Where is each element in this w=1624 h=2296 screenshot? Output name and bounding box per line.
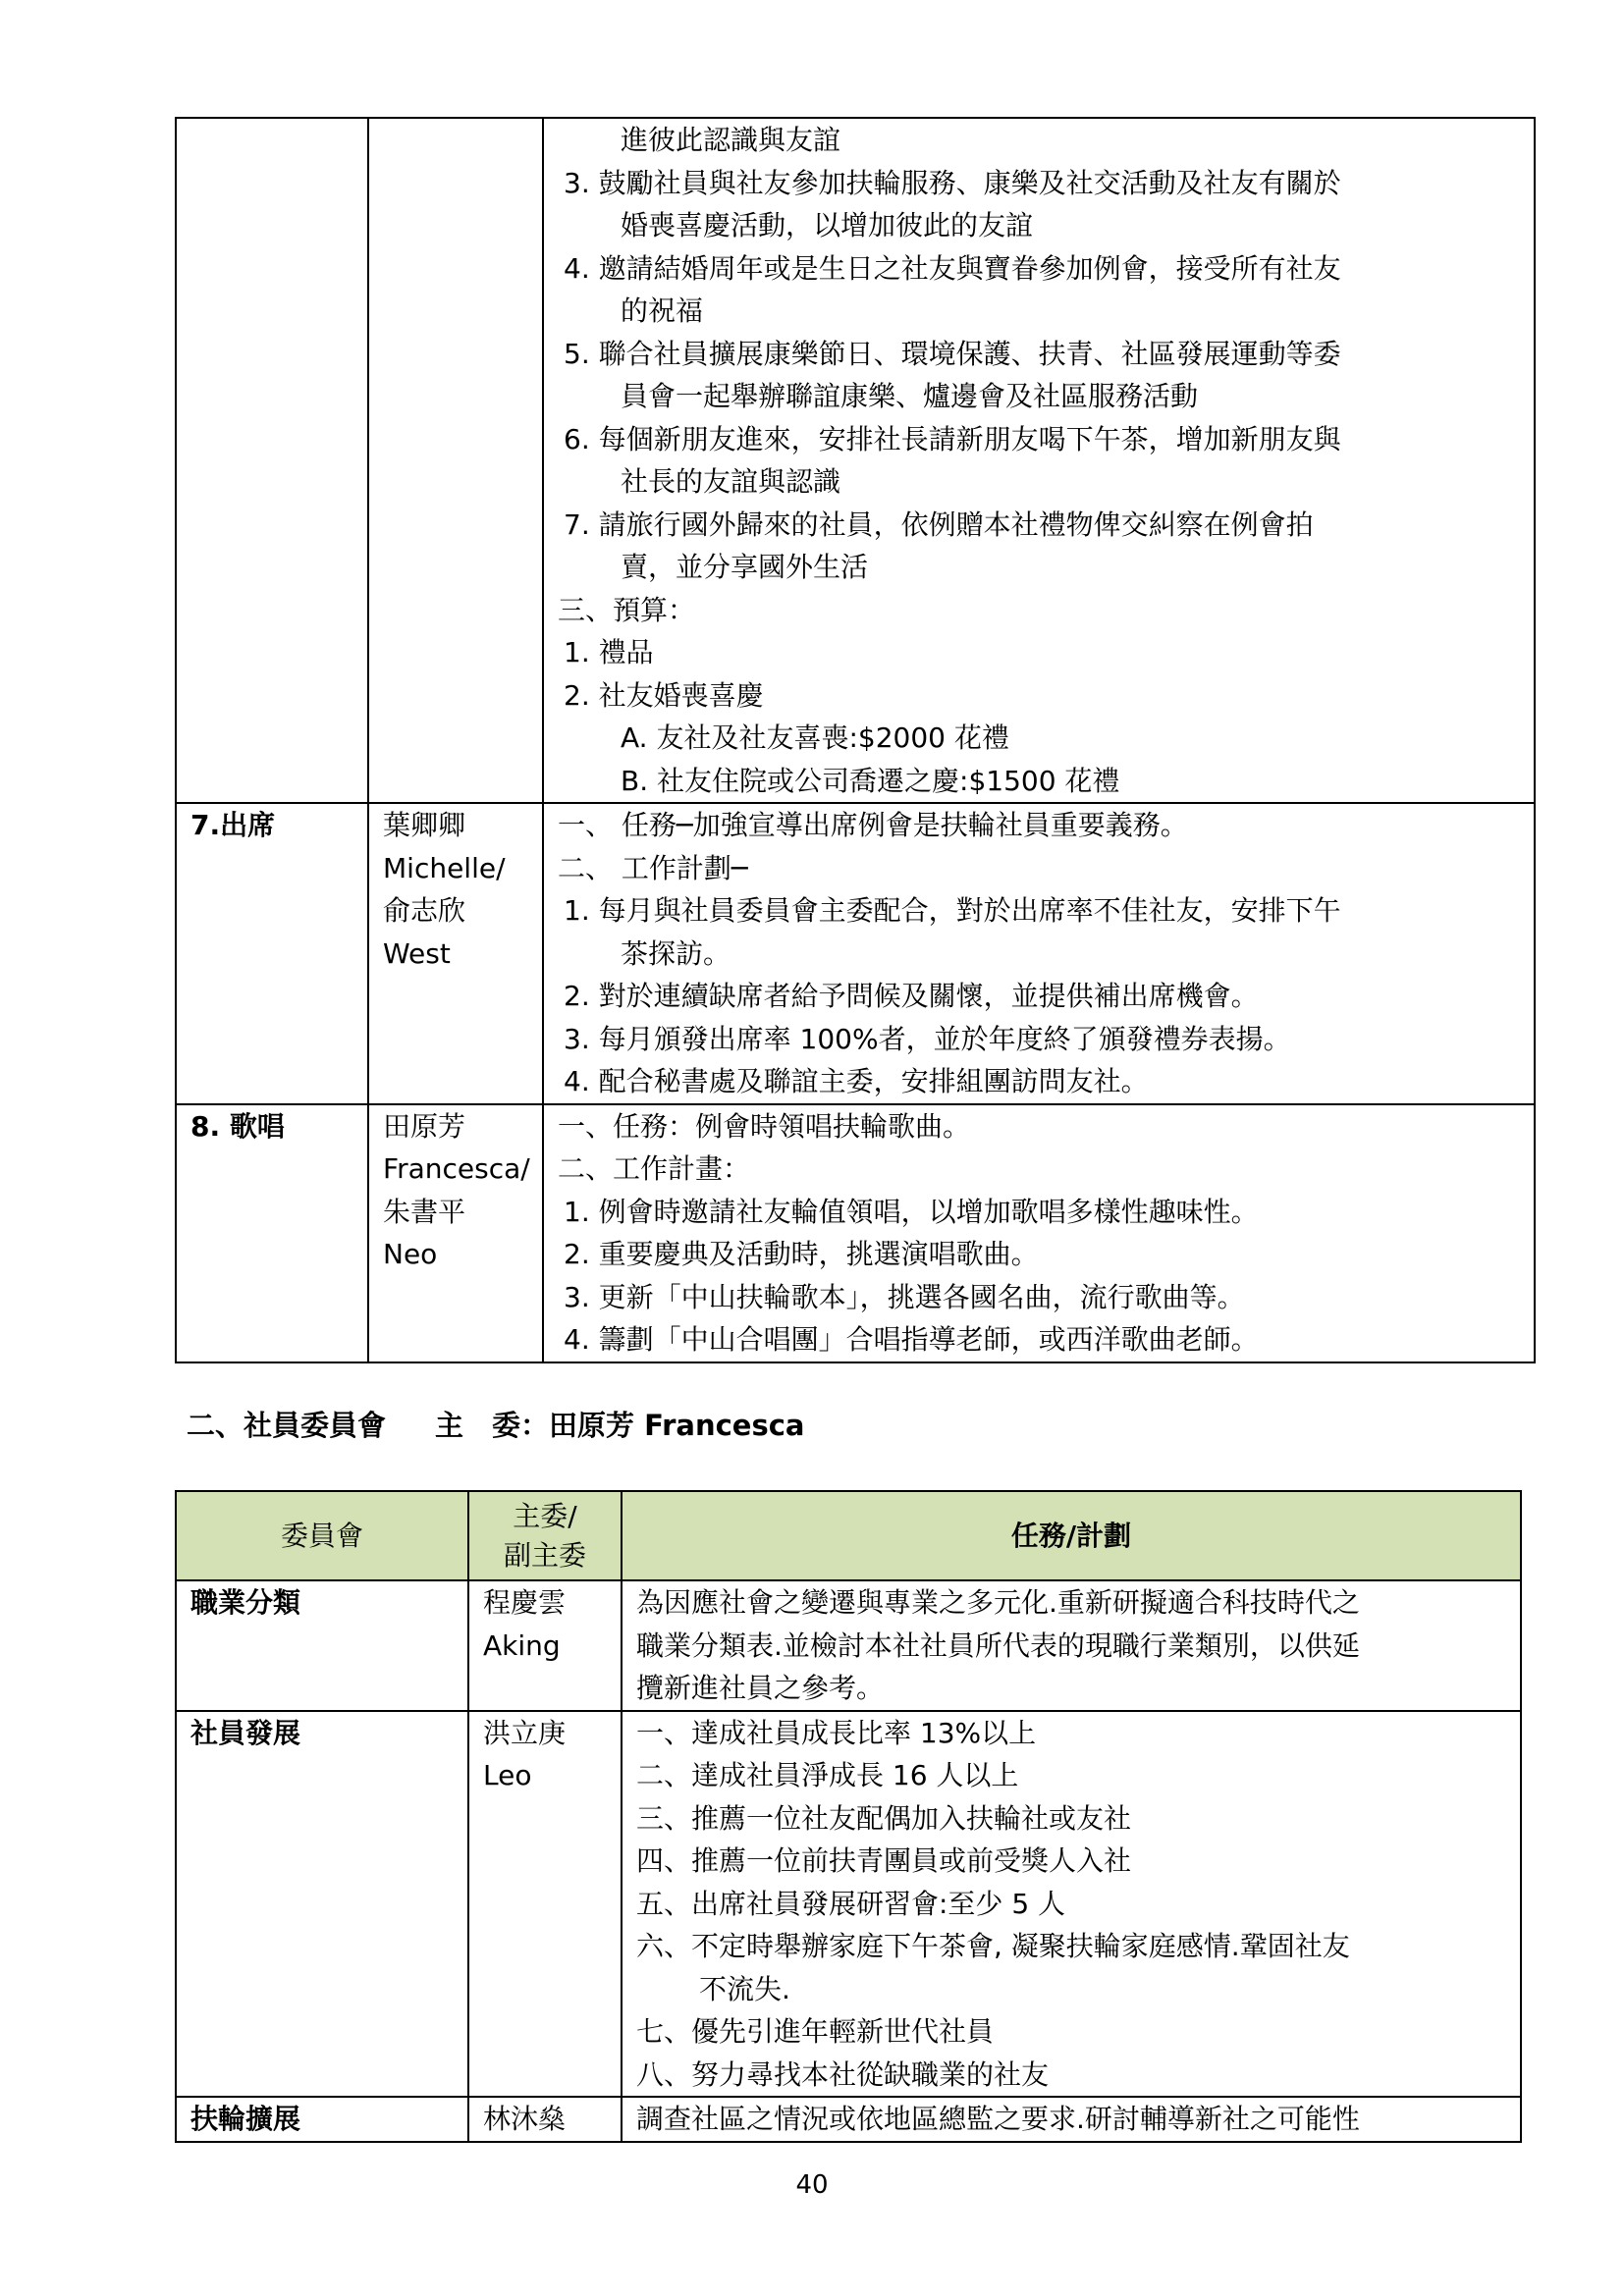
person-cell bbox=[468, 1580, 622, 1711]
task-line: 5. 聯合社員擴展康樂節日、環境保護、扶青、社區發展運動等委 bbox=[564, 337, 1341, 370]
person-name: Francesca/ bbox=[383, 1152, 530, 1185]
task-cell bbox=[622, 2097, 1521, 2142]
task-line: B. 社友住院或公司喬遷之慶:$1500 花禮 bbox=[621, 764, 1120, 797]
task-line: 1. 例會時邀請社友輪值領唱，以增加歌唱多樣性趣味性。 bbox=[564, 1195, 1259, 1228]
task-cell bbox=[543, 1104, 1535, 1362]
task-line: 攬新進社員之參考。 bbox=[636, 1672, 885, 1704]
table-row bbox=[176, 1104, 1535, 1362]
person-name: Aking bbox=[483, 1629, 561, 1662]
task-line: 2. 社友婚喪喜慶 bbox=[564, 678, 764, 712]
person-name: 朱書平 bbox=[383, 1195, 466, 1228]
person-name: 林沐燊 bbox=[483, 2103, 567, 2135]
task-line: 6. 每個新朋友進來，安排社長請新朋友喝下午茶，增加新朋友與 bbox=[564, 422, 1341, 455]
table-header-row bbox=[176, 1491, 1521, 1580]
task-line: 八、努力尋找本社從缺職業的社友 bbox=[636, 2057, 1050, 2091]
task-line: 3. 更新「中山扶輪歌本」，挑選各國名曲，流行歌曲等。 bbox=[564, 1280, 1245, 1313]
table-row bbox=[176, 2097, 1521, 2142]
task-cell bbox=[543, 118, 1535, 803]
task-line: 為因應社會之變遷與專業之多元化.重新研擬適合科技時代之 bbox=[636, 1586, 1360, 1619]
task-line: 賣，並分享國外生活 bbox=[621, 551, 869, 583]
person-name: Michelle/ bbox=[383, 851, 506, 884]
task-line: 社長的友誼與認識 bbox=[621, 465, 841, 498]
section-heading bbox=[187, 1406, 804, 1445]
committee-name: 社員發展 bbox=[190, 1716, 301, 1749]
person-name: 田原芳 bbox=[383, 1109, 466, 1143]
task-line: 二、達成社員淨成長 16 人以上 bbox=[636, 1759, 1019, 1791]
task-line: 一、達成社員成長比率 13%以上 bbox=[636, 1716, 1037, 1749]
task-cell bbox=[622, 1711, 1521, 2098]
task-line: 職業分類表.並檢討本社社員所代表的現職行業類別，以供延 bbox=[636, 1629, 1360, 1662]
task-line: 1. 每月與社員委員會主委配合，對於出席率不佳社友，安排下午 bbox=[564, 894, 1341, 927]
person-cell bbox=[468, 1711, 622, 2098]
committee-name: 扶輪擴展 bbox=[190, 2103, 301, 2135]
task-line: 婚喪喜慶活動，以增加彼此的友誼 bbox=[621, 209, 1034, 241]
committee-table-continued bbox=[175, 117, 1536, 1363]
committee-name: 7.出席 bbox=[190, 809, 276, 841]
person-cell bbox=[468, 2097, 622, 2142]
committee-cell bbox=[176, 2097, 468, 2142]
task-line: 二、 工作計劃─ bbox=[558, 851, 748, 884]
person-name: Leo bbox=[483, 1759, 532, 1791]
person-cell bbox=[368, 1104, 543, 1362]
person-name: Neo bbox=[383, 1238, 438, 1270]
committee-cell bbox=[176, 803, 368, 1104]
membership-committee-table bbox=[175, 1490, 1522, 2143]
person-name: 洪立庚 bbox=[483, 1716, 567, 1749]
task-line: 7. 請旅行國外歸來的社員，依例贈本社禮物俾交糾察在例會拍 bbox=[564, 507, 1314, 541]
task-line: A. 友社及社友喜喪:$2000 花禮 bbox=[621, 721, 1009, 754]
task-line: 三、預算： bbox=[558, 593, 696, 626]
task-line: 2. 重要慶典及活動時，挑選演唱歌曲。 bbox=[564, 1238, 1039, 1270]
page-number: 40 bbox=[795, 2170, 829, 2200]
task-line: 2. 對於連續缺席者給予問候及關懷，並提供補出席機會。 bbox=[564, 980, 1259, 1012]
task-line: 三、推薦一位社友配偶加入扶輪社或友社 bbox=[636, 1801, 1132, 1835]
task-line: 二、工作計畫： bbox=[558, 1152, 751, 1185]
task-line: 的祝福 bbox=[621, 294, 704, 327]
task-line: 五、出席社員發展研習會:至少 5 人 bbox=[636, 1887, 1066, 1920]
table-row bbox=[176, 1580, 1521, 1711]
task-line: 4. 配合秘書處及聯誼主委，安排組團訪問友社。 bbox=[564, 1065, 1149, 1097]
person-name: 程慶雲 bbox=[483, 1586, 567, 1619]
committee-cell bbox=[176, 1580, 468, 1711]
task-line: 調查社區之情況或依地區總監之要求.研討輔導新社之可能性 bbox=[636, 2103, 1360, 2135]
task-cell bbox=[622, 1580, 1521, 1711]
header-task: 任務/計劃 bbox=[622, 1491, 1521, 1580]
committee-cell bbox=[176, 1104, 368, 1362]
person-cell bbox=[368, 803, 543, 1104]
task-line: 六、不定時舉辦家庭下午茶會, 凝聚扶輪家庭感情.鞏固社友 bbox=[636, 1930, 1350, 1962]
task-line: 七、優先引進年輕新世代社員 bbox=[636, 2015, 995, 2048]
task-line: 3. 每月頒發出席率 100%者，並於年度終了頒發禮券表揚。 bbox=[564, 1022, 1291, 1055]
table-row bbox=[176, 803, 1535, 1104]
committee-name: 職業分類 bbox=[190, 1586, 301, 1619]
person-name: West bbox=[383, 936, 451, 970]
table-row bbox=[176, 1711, 1521, 2098]
task-line: 3. 鼓勵社員與社友參加扶輪服務、康樂及社交活動及社友有關於 bbox=[564, 166, 1341, 199]
section-chair: 主 委：田原芳 Francesca bbox=[435, 1409, 805, 1442]
person-name: 俞志欣 bbox=[383, 894, 466, 927]
table-row bbox=[176, 118, 1535, 803]
header-committee: 委員會 bbox=[176, 1491, 468, 1580]
task-line: 進彼此認識與友誼 bbox=[621, 124, 841, 156]
task-cell bbox=[543, 803, 1535, 1104]
task-line: 四、推薦一位前扶青團員或前受獎人入社 bbox=[636, 1844, 1132, 1877]
task-line: 1. 禮品 bbox=[564, 636, 654, 668]
header-chair: 主委/ 副主委 bbox=[468, 1491, 622, 1580]
task-line: 員會一起舉辦聯誼康樂、爐邊會及社區服務活動 bbox=[621, 380, 1199, 412]
section-title: 二、社員委員會 bbox=[187, 1409, 387, 1442]
person-cell bbox=[368, 118, 543, 803]
task-line: 一、任務：例會時領唱扶輪歌曲。 bbox=[558, 1109, 971, 1143]
committee-cell bbox=[176, 1711, 468, 2098]
committee-name: 8. 歌唱 bbox=[190, 1109, 285, 1143]
task-line: 茶探訪。 bbox=[621, 936, 731, 970]
task-line: 4. 邀請結婚周年或是生日之社友與寶眷參加例會，接受所有社友 bbox=[564, 251, 1341, 285]
task-line: 4. 籌劃「中山合唱團」合唱指導老師，或西洋歌曲老師。 bbox=[564, 1323, 1259, 1356]
person-name: 葉卿卿 bbox=[383, 809, 466, 841]
task-line: 不流失. bbox=[699, 1972, 790, 2005]
task-line: 一、 任務─加強宣導出席例會是扶輪社員重要義務。 bbox=[558, 809, 1188, 841]
committee-cell bbox=[176, 118, 368, 803]
